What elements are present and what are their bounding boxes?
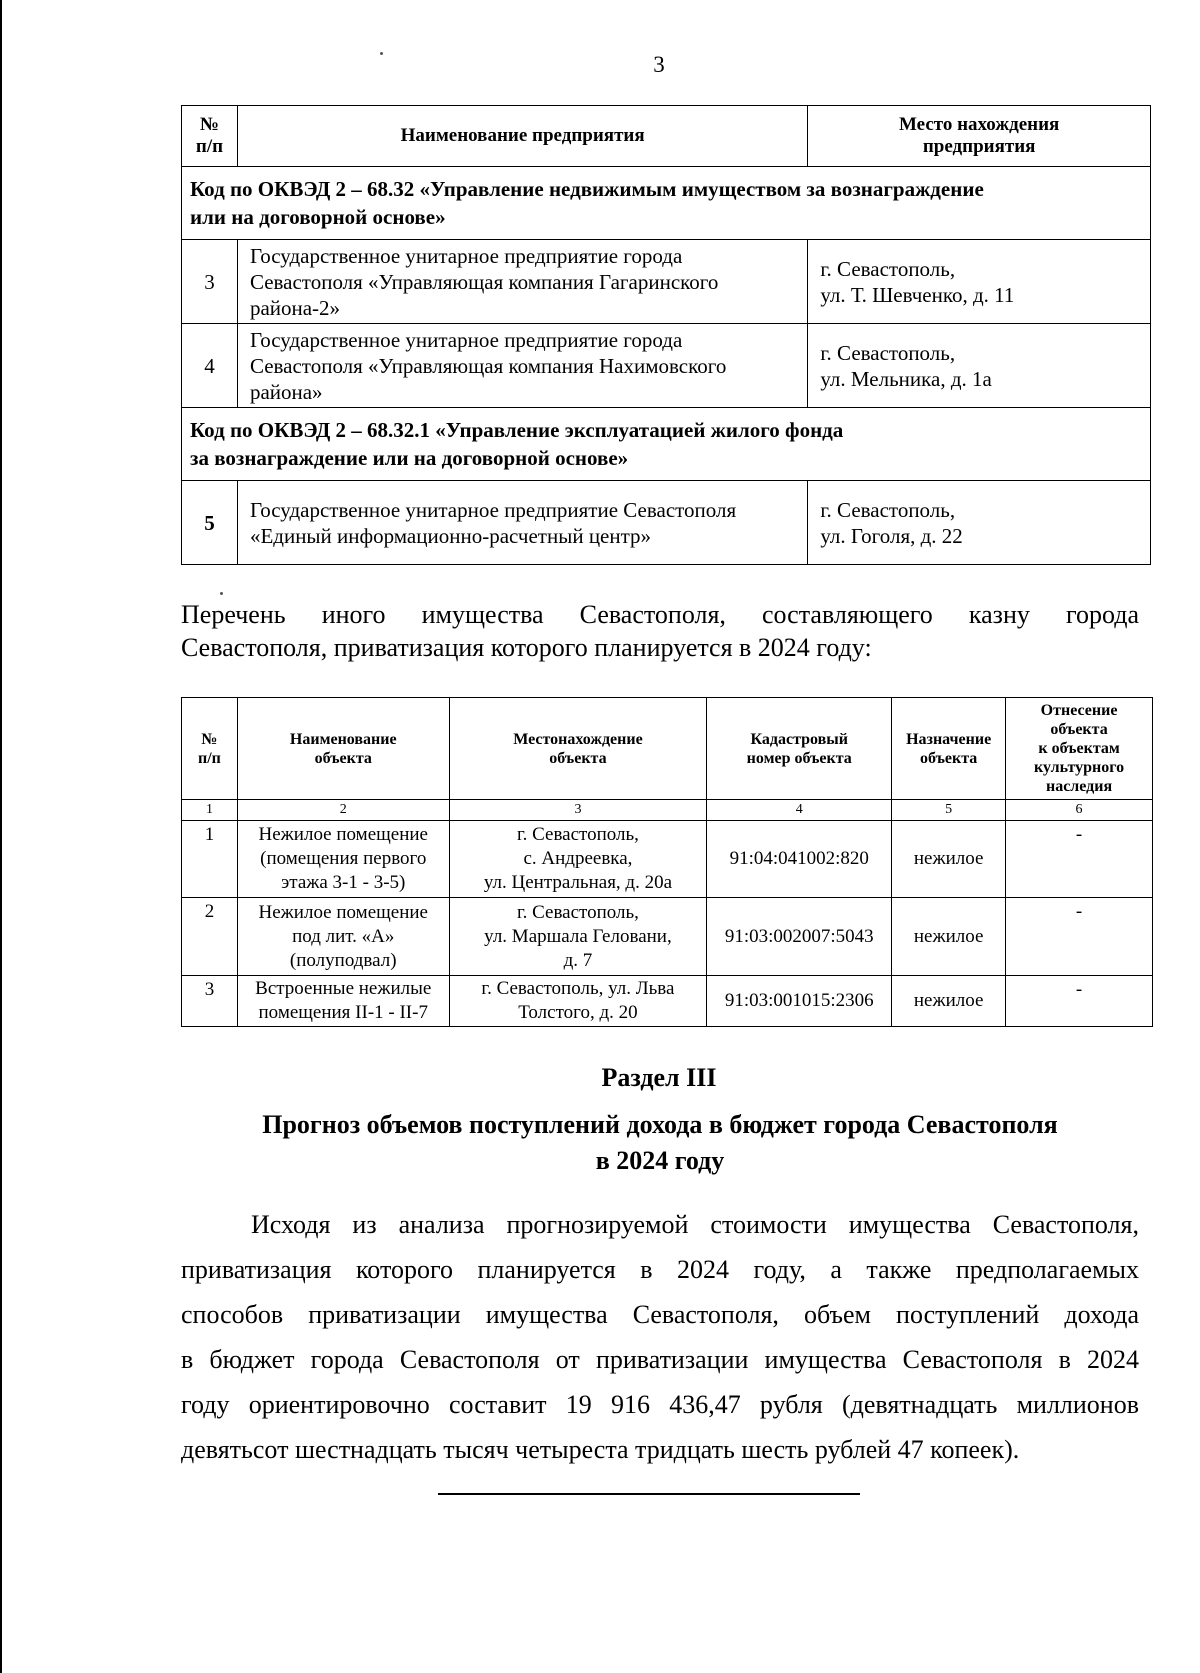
header-purpose: Назначение объекта	[892, 698, 1006, 800]
row-num: 2	[182, 898, 238, 976]
object-name: Нежилое помещение под лит. «А» (полуподвал)	[237, 898, 449, 976]
okved-code-line: или на договорной основе»	[190, 205, 446, 229]
table-row	[182, 481, 1151, 565]
column-number: 4	[707, 800, 892, 821]
paragraph-line: в бюджет города Севастополя от приватизации имущества Севастополя в 2024	[181, 1345, 1139, 1374]
table-row	[182, 898, 1153, 976]
cadastral-number: 91:04:041002:820	[707, 821, 892, 898]
column-number: 2	[237, 800, 449, 821]
row-num: 5	[182, 481, 238, 565]
paragraph-line: Исходя из анализа прогнозируемой стоимости имущества Севастополя,	[251, 1210, 1139, 1239]
table-header-row	[182, 106, 1151, 167]
column-number: 1	[182, 800, 238, 821]
row-num: 3	[182, 976, 238, 1027]
page-edge-line	[0, 0, 2, 1673]
object-location: г. Севастополь, ул. Маршала Геловани, д. 7	[449, 898, 707, 976]
section-title: Раздел III	[601, 1063, 717, 1092]
header-object-location: Местонахождение объекта	[449, 698, 707, 800]
end-of-document-rule	[438, 1493, 860, 1495]
revenue-forecast-paragraph	[181, 1202, 1139, 1472]
cadastral-number: 91:03:001015:2306	[707, 976, 892, 1027]
enterprise-location: г. Севастополь, ул. Мельника, д. 1а	[808, 324, 1151, 408]
header-name: Наименование предприятия	[237, 106, 807, 167]
cadastral-number: 91:03:002007:5043	[707, 898, 892, 976]
header-heritage: Отнесение объекта к объектам культурного наследия	[1006, 698, 1153, 800]
header-object-name: Наименование объекта	[237, 698, 449, 800]
row-num: 4	[182, 324, 238, 408]
object-location: г. Севастополь, с. Андреевка, ул. Центральная, д. 20а	[449, 821, 707, 898]
property-table	[181, 697, 1153, 1027]
row-num: 1	[182, 821, 238, 898]
enterprise-location: г. Севастополь, ул. Т. Шевченко, д. 11	[808, 240, 1151, 324]
header-num: № п/п	[182, 698, 238, 800]
okved-section-row	[182, 408, 1151, 481]
table-row	[182, 324, 1151, 408]
object-location: г. Севастополь, ул. Льва Толстого, д. 20	[449, 976, 707, 1027]
paragraph-line: девятьсот шестнадцать тысяч четыреста тридцать шесть рублей 47 копеек).	[181, 1435, 1020, 1464]
property-list-intro	[181, 598, 1139, 664]
table-row	[182, 240, 1151, 324]
header-cadastral-number: Кадастровый номер объекта	[707, 698, 892, 800]
column-number: 3	[449, 800, 707, 821]
okved-code-line: за вознаграждение или на договорной основе»	[190, 446, 629, 470]
object-purpose: нежилое	[892, 976, 1006, 1027]
column-number-row	[182, 800, 1153, 821]
object-name: Нежилое помещение (помещения первого этажа 3-1 - 3-5)	[237, 821, 449, 898]
header-num: № п/п	[182, 106, 238, 167]
row-num: 3	[182, 240, 238, 324]
okved-code-line: Код по ОКВЭД 2 – 68.32.1 «Управление эксплуатацией жилого фонда	[190, 418, 844, 442]
heritage-status: -	[1006, 898, 1153, 976]
enterprise-name: Государственное унитарное предприятие города Севастополя «Управляющая компания Гагаринского района-2»	[237, 240, 807, 324]
table-row	[182, 821, 1153, 898]
object-purpose: нежилое	[892, 821, 1006, 898]
header-location: Место нахождения предприятия	[808, 106, 1151, 167]
enterprises-table	[181, 105, 1151, 565]
enterprise-location: г. Севастополь, ул. Гоголя, д. 22	[808, 481, 1151, 565]
enterprise-name: Государственное унитарное предприятие города Севастополя «Управляющая компания Нахимовского района»	[237, 324, 807, 408]
intro-line: Севастополя, приватизация которого планируется в 2024 году:	[181, 633, 872, 662]
page-number: 3	[653, 52, 665, 77]
scan-speck	[220, 592, 223, 595]
paragraph-line: способов приватизации имущества Севастополя, объем поступлений дохода	[181, 1300, 1139, 1329]
section-heading	[181, 1107, 1139, 1179]
heading-line: Прогноз объемов поступлений дохода в бюджет города Севастополя	[262, 1110, 1058, 1139]
table-row	[182, 976, 1153, 1027]
table-header-row	[182, 698, 1153, 800]
object-purpose: нежилое	[892, 898, 1006, 976]
heritage-status: -	[1006, 976, 1153, 1027]
paragraph-line: году ориентировочно составит 19 916 436,47 рубля (девятнадцать миллионов	[181, 1390, 1139, 1419]
column-number: 5	[892, 800, 1006, 821]
enterprise-name: Государственное унитарное предприятие Севастополя «Единый информационно-расчетный центр»	[237, 481, 807, 565]
intro-line: Перечень иного имущества Севастополя, составляющего казну города	[181, 600, 1139, 629]
paragraph-line: приватизация которого планируется в 2024 году, а также предполагаемых	[181, 1255, 1139, 1284]
column-number: 6	[1006, 800, 1153, 821]
object-name: Встроенные нежилые помещения II-1 - II-7	[237, 976, 449, 1027]
heritage-status: -	[1006, 821, 1153, 898]
okved-section-row	[182, 167, 1151, 240]
okved-code-line: Код по ОКВЭД 2 – 68.32 «Управление недвижимым имуществом за вознаграждение	[190, 177, 984, 201]
heading-line: в 2024 году	[595, 1146, 725, 1175]
